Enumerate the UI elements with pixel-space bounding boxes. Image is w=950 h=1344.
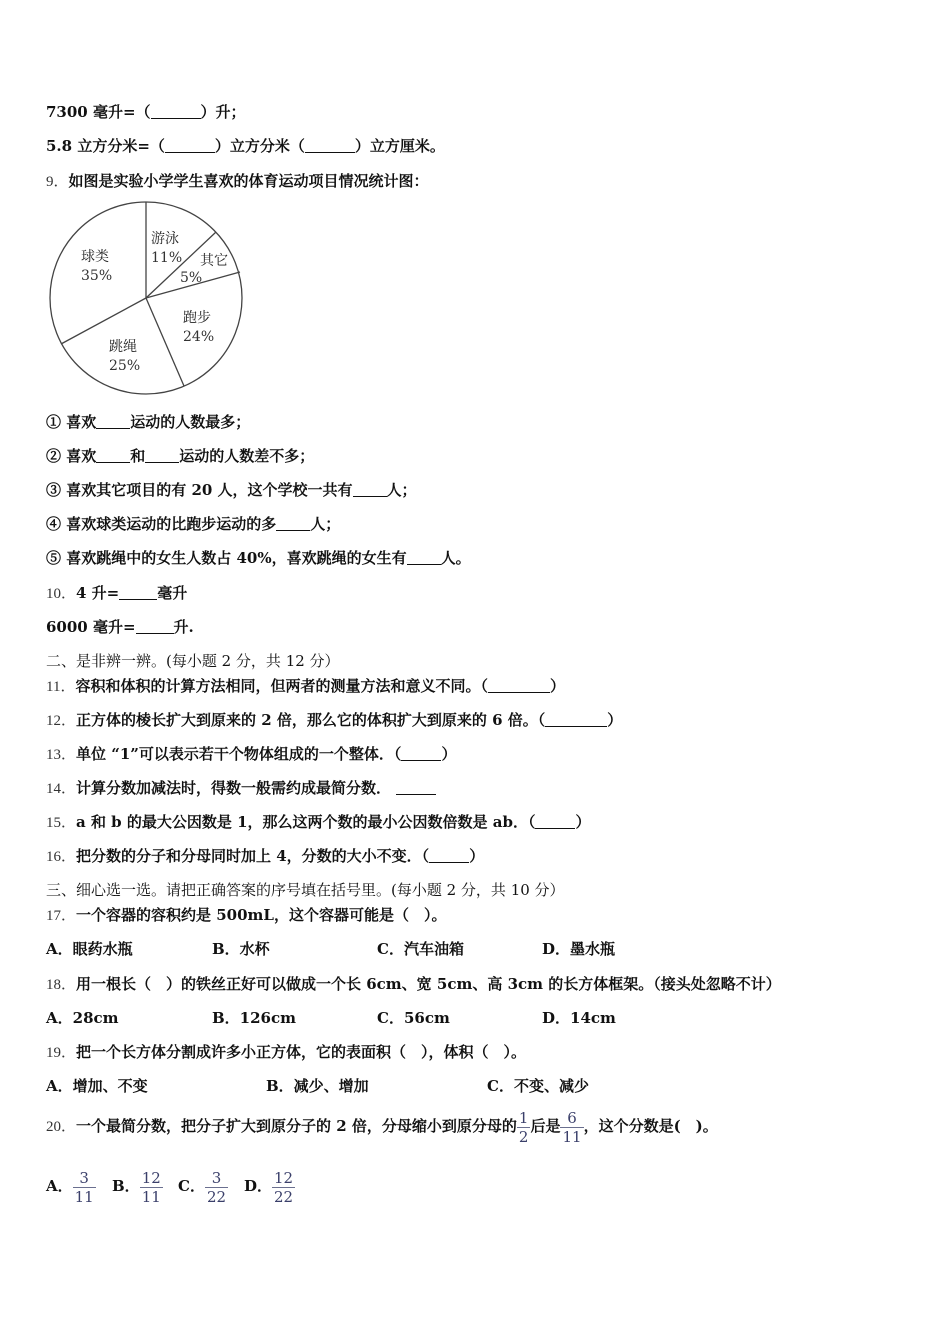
question-text: 一个容器的容积约是 500mL，这个容器可能是（ ）。 (76, 906, 447, 924)
question-number: 9． (46, 174, 69, 190)
option-17-d[interactable]: D．墨水瓶 (542, 940, 616, 958)
option-20-b[interactable] (112, 1166, 163, 1206)
pct-swim: 11% (151, 250, 183, 266)
fraction (73, 1170, 96, 1205)
question-10 (46, 583, 187, 604)
option-17-a[interactable]: A．眼药水瓶 (46, 940, 133, 958)
answer-blank[interactable] (96, 448, 130, 463)
text: 5.8 立方分米=（ (46, 137, 165, 155)
text: ） (441, 745, 457, 763)
question-number: 10． (46, 586, 77, 602)
answer-blank[interactable] (545, 712, 607, 727)
label-rope: 跳绳 (109, 339, 137, 355)
answer-blank[interactable] (429, 848, 469, 863)
option-label: D． (244, 1177, 273, 1195)
answer-blank[interactable] (151, 104, 201, 119)
denominator: 11 (141, 1187, 161, 1206)
pie-chart (46, 198, 246, 398)
question-18 (46, 974, 781, 995)
question-number: 12． (46, 713, 77, 729)
label-run: 跑步 (183, 310, 211, 326)
answer-blank[interactable] (401, 746, 441, 761)
text: 毫升 (157, 584, 188, 602)
answer-blank[interactable] (276, 516, 310, 531)
denominator: 22 (274, 1187, 294, 1206)
question-number: 15． (46, 815, 77, 831)
question-text: 用一根长（ ）的铁丝正好可以做成一个长 6cm、宽 5cm、高 3cm 的长方体框架。（接头处忽略不计） (76, 975, 781, 993)
question-10b (46, 617, 194, 637)
denominator: 2 (518, 1127, 529, 1146)
question-9-1 (46, 412, 250, 432)
text: 4 升= (76, 584, 120, 602)
text: ）立方厘米。 (354, 137, 445, 155)
numerator: 3 (211, 1168, 222, 1187)
fraction-six-elevenths (560, 1110, 583, 1145)
text: ）升； (200, 103, 246, 121)
option-18-d[interactable]: D．14cm (542, 1009, 616, 1027)
option-20-c[interactable] (178, 1166, 228, 1206)
answer-blank[interactable] (145, 448, 179, 463)
label-swim: 游泳 (151, 231, 179, 247)
conversion-line-2 (46, 136, 445, 156)
label-ball: 球类 (81, 249, 109, 265)
question-16 (46, 846, 484, 867)
question-text: a 和 b 的最大公因数是 1，那么这两个数的最小公因数倍数是 ab．（ (76, 813, 536, 831)
answer-blank[interactable] (136, 619, 174, 634)
answer-blank[interactable] (119, 585, 157, 600)
answer-blank[interactable] (96, 414, 130, 429)
text: ） (549, 677, 565, 695)
denominator: 11 (74, 1187, 94, 1206)
text: 后是 (530, 1117, 561, 1135)
text: ）立方分米（ (214, 137, 305, 155)
section-3-heading: 三、细心选一选。请把正确答案的序号填在括号里。(每小题 2 分，共 10 分） (46, 881, 565, 899)
option-18-c[interactable]: C．56cm (377, 1009, 450, 1027)
question-number: 20． (46, 1119, 77, 1135)
text: ③ 喜欢其它项目的有 20 人，这个学校一共有 (46, 481, 353, 499)
answer-blank[interactable] (165, 138, 215, 153)
question-13 (46, 744, 456, 765)
pct-ball: 35% (81, 268, 113, 284)
denominator: 22 (206, 1187, 227, 1206)
fraction (140, 1170, 163, 1205)
fraction-one-half (517, 1110, 531, 1145)
text: ） (575, 813, 591, 831)
text: ① 喜欢 (46, 413, 97, 431)
question-text: 计算分数加减法时，得数一般需约成最简分数． (76, 779, 392, 797)
pct-other: 5% (180, 270, 203, 286)
question-text: 如图是实验小学学生喜欢的体育运动项目情况统计图： (68, 172, 429, 190)
pct-rope: 25% (109, 358, 141, 374)
question-9-5 (46, 548, 471, 568)
section-2-heading: 二、是非辨一辨。(每小题 2 分，共 12 分） (46, 652, 340, 670)
question-number: 13． (46, 747, 77, 763)
question-15 (46, 812, 591, 833)
text: 和 (130, 447, 146, 465)
text: 6000 毫升= (46, 618, 136, 636)
numerator: 12 (274, 1168, 294, 1187)
answer-blank[interactable] (396, 780, 436, 795)
option-19-c[interactable]: C．不变、减少 (487, 1077, 589, 1095)
question-9 (46, 171, 429, 192)
numerator: 6 (567, 1108, 577, 1127)
denominator: 11 (562, 1127, 582, 1146)
option-20-a[interactable] (46, 1166, 96, 1206)
question-20 (46, 1106, 718, 1147)
option-20-d[interactable] (244, 1166, 295, 1206)
question-number: 17． (46, 908, 77, 924)
question-number: 16． (46, 849, 77, 865)
text: 人； (386, 481, 417, 499)
text: ④ 喜欢球类运动的比跑步运动的多 (46, 515, 277, 533)
numerator: 12 (141, 1168, 161, 1187)
text: 人。 (440, 549, 471, 567)
question-11 (46, 676, 565, 697)
question-14 (46, 778, 436, 799)
question-9-2 (46, 446, 314, 466)
pct-run: 24% (183, 329, 215, 345)
question-text: 把一个长方体分割成许多小正方体，它的表面积（ ），体积（ ）。 (76, 1043, 527, 1061)
answer-blank[interactable] (353, 482, 387, 497)
fraction (272, 1170, 295, 1205)
question-text: 单位 “1”可以表示若干个物体组成的一个整体．（ (76, 745, 402, 763)
text: ，这个分数是( )。 (583, 1117, 718, 1135)
answer-blank[interactable] (488, 678, 550, 693)
option-label: C． (178, 1177, 205, 1195)
question-number: 18． (46, 977, 77, 993)
answer-blank[interactable] (407, 550, 441, 565)
question-9-3 (46, 480, 417, 500)
question-text: 容积和体积的计算方法相同，但两者的测量方法和意义不同。（ (75, 677, 488, 695)
question-text: 一个最简分数，把分子扩大到原分子的 2 倍，分母缩小到原分母的 (76, 1117, 517, 1135)
question-19 (46, 1042, 526, 1063)
text: ⑤ 喜欢跳绳中的女生人数占 40%，喜欢跳绳的女生有 (46, 549, 407, 567)
option-17-b[interactable]: B．水杯 (212, 940, 270, 958)
question-17 (46, 905, 446, 926)
question-number: 19． (46, 1045, 77, 1061)
option-18-a[interactable]: A．28cm (46, 1009, 119, 1027)
numerator: 1 (518, 1108, 529, 1127)
label-other: 其它 (200, 253, 228, 269)
option-19-b[interactable]: B．减少、增加 (266, 1077, 369, 1095)
question-text: 正方体的棱长扩大到原来的 2 倍，那么它的体积扩大到原来的 6 倍。（ (76, 711, 546, 729)
text: 升. (173, 618, 194, 636)
text: ② 喜欢 (46, 447, 97, 465)
option-18-b[interactable]: B．126cm (212, 1009, 296, 1027)
answer-blank[interactable] (305, 138, 355, 153)
question-number: 14． (46, 781, 77, 797)
fraction (205, 1170, 228, 1205)
text: 7300 毫升=（ (46, 103, 151, 121)
conversion-line-1 (46, 102, 246, 122)
text: 运动的人数最多； (130, 413, 251, 431)
option-19-a[interactable]: A．增加、不变 (46, 1077, 148, 1095)
text: 人； (310, 515, 341, 533)
question-text: 把分数的分子和分母同时加上 4，分数的大小不变．（ (76, 847, 430, 865)
option-label: A． (46, 1177, 73, 1195)
text: 运动的人数差不多； (179, 447, 315, 465)
option-17-c[interactable]: C．汽车油箱 (377, 940, 464, 958)
question-12 (46, 710, 622, 731)
option-label: B． (112, 1177, 140, 1195)
answer-blank[interactable] (535, 814, 575, 829)
question-number: 11． (46, 679, 76, 695)
text: ） (469, 847, 485, 865)
text: ） (607, 711, 623, 729)
question-9-4 (46, 514, 340, 534)
numerator: 3 (79, 1168, 89, 1187)
